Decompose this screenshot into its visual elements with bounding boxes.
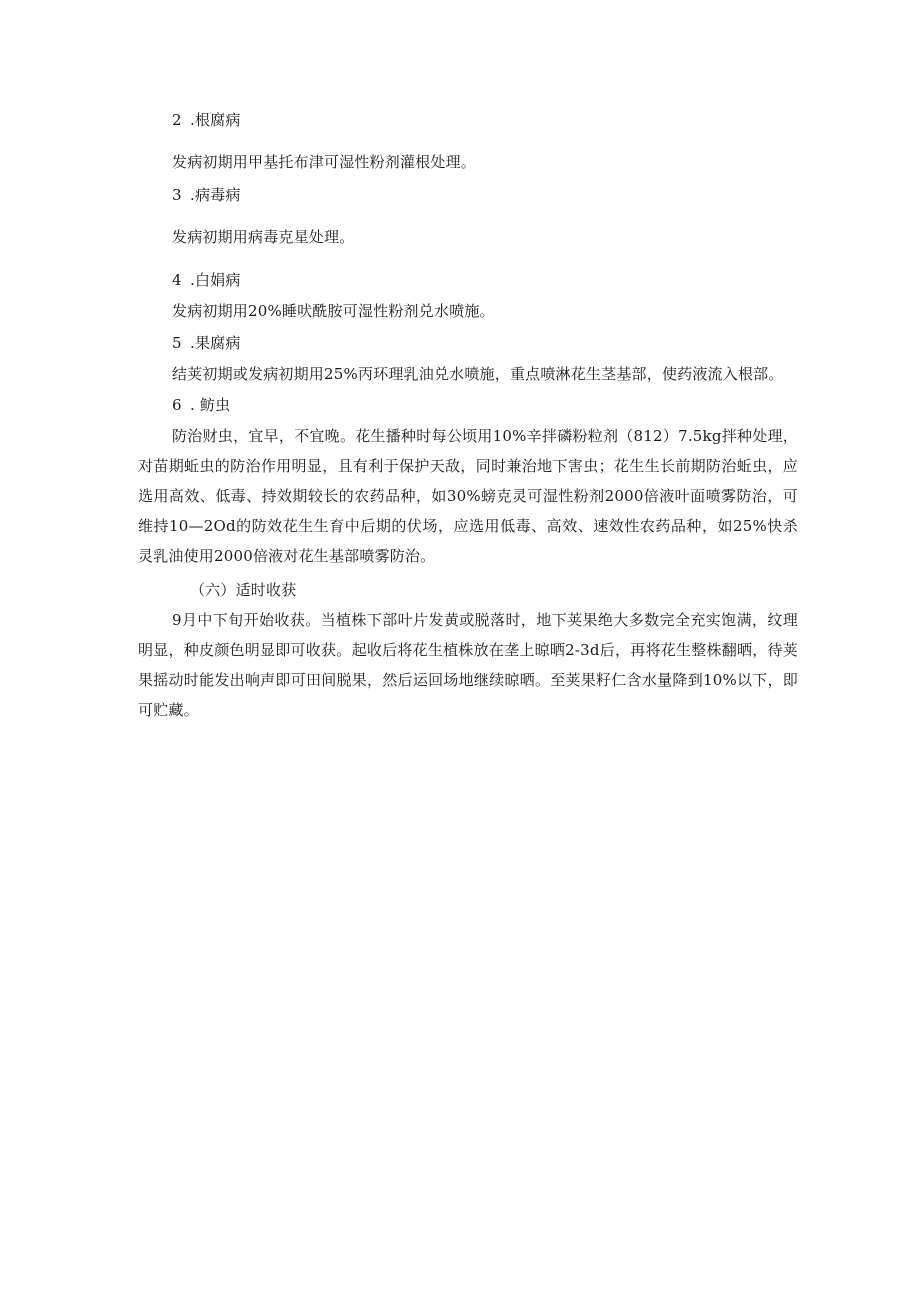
section-body-southern-blight: 发病初期用20%睡吠酰胺可湿性粉剂兑水喷施。 (172, 302, 495, 320)
section-heading-aphid (172, 395, 230, 415)
section-title: .果腐病 (190, 334, 241, 352)
section-body-aphid: 防治财虫，宜早，不宜晚。花生播种时每公顷用10%辛拌磷粉粒剂（812）7.5kg拌种处理，对苗期蚯虫的防治作用明显，且有利于保护天敌，同时兼治地下害虫；花生生长前期防治蚯虫，应选用高效、低毒、持效期较长的农药品种，如30%螃克灵可湿性粉剂2000倍液叶面喷雾防治，可维持10—2Od的防效花生生育中后期的伏场，应选用低毒、高效、速效性农药品种，如25%快杀灵乳油使用2000倍液对花生基部喷雾防治。 (138, 427, 798, 565)
section-title: .白娟病 (190, 271, 241, 289)
section-body-pod-rot: 结荚初期或发病初期用25%丙环理乳油兑水喷施，重点喷淋花生茎基部，使药液流入根部。 (172, 365, 784, 383)
harvest-heading: （六）适时收获 (190, 581, 297, 599)
section-title: .根腐病 (190, 111, 241, 129)
section-heading-pod-rot (172, 333, 241, 353)
section-heading-root-rot (172, 110, 241, 130)
section-heading-virus (172, 185, 241, 205)
section-number: 5 (172, 334, 182, 352)
section-body-virus: 发病初期用病毒克星处理。 (172, 228, 355, 246)
section-number: 3 (172, 186, 182, 204)
section-body-root-rot: 发病初期用甲基托布津可湿性粉剂灌根处理。 (172, 153, 477, 171)
section-title: . 鲂虫 (190, 396, 231, 414)
harvest-body: 9月中下旬开始收获。当植株下部叶片发黄或脱落时，地下荚果绝大多数完全充实饱满，纹理明显，种皮颜色明显即可收获。起收后将花生植株放在垄上晾晒2-3d后，再将花生整株翻晒，待荚果摇动时能发出响声即可田间脱果，然后运回场地继续晾晒。至荚果籽仁含水量降到10%以下，即可贮藏。 (138, 611, 798, 719)
section-heading-southern-blight (172, 270, 241, 290)
section-number: 6 (172, 396, 182, 414)
section-number: 4 (172, 271, 182, 289)
section-number: 2 (172, 111, 182, 129)
section-title: .病毒病 (190, 186, 241, 204)
